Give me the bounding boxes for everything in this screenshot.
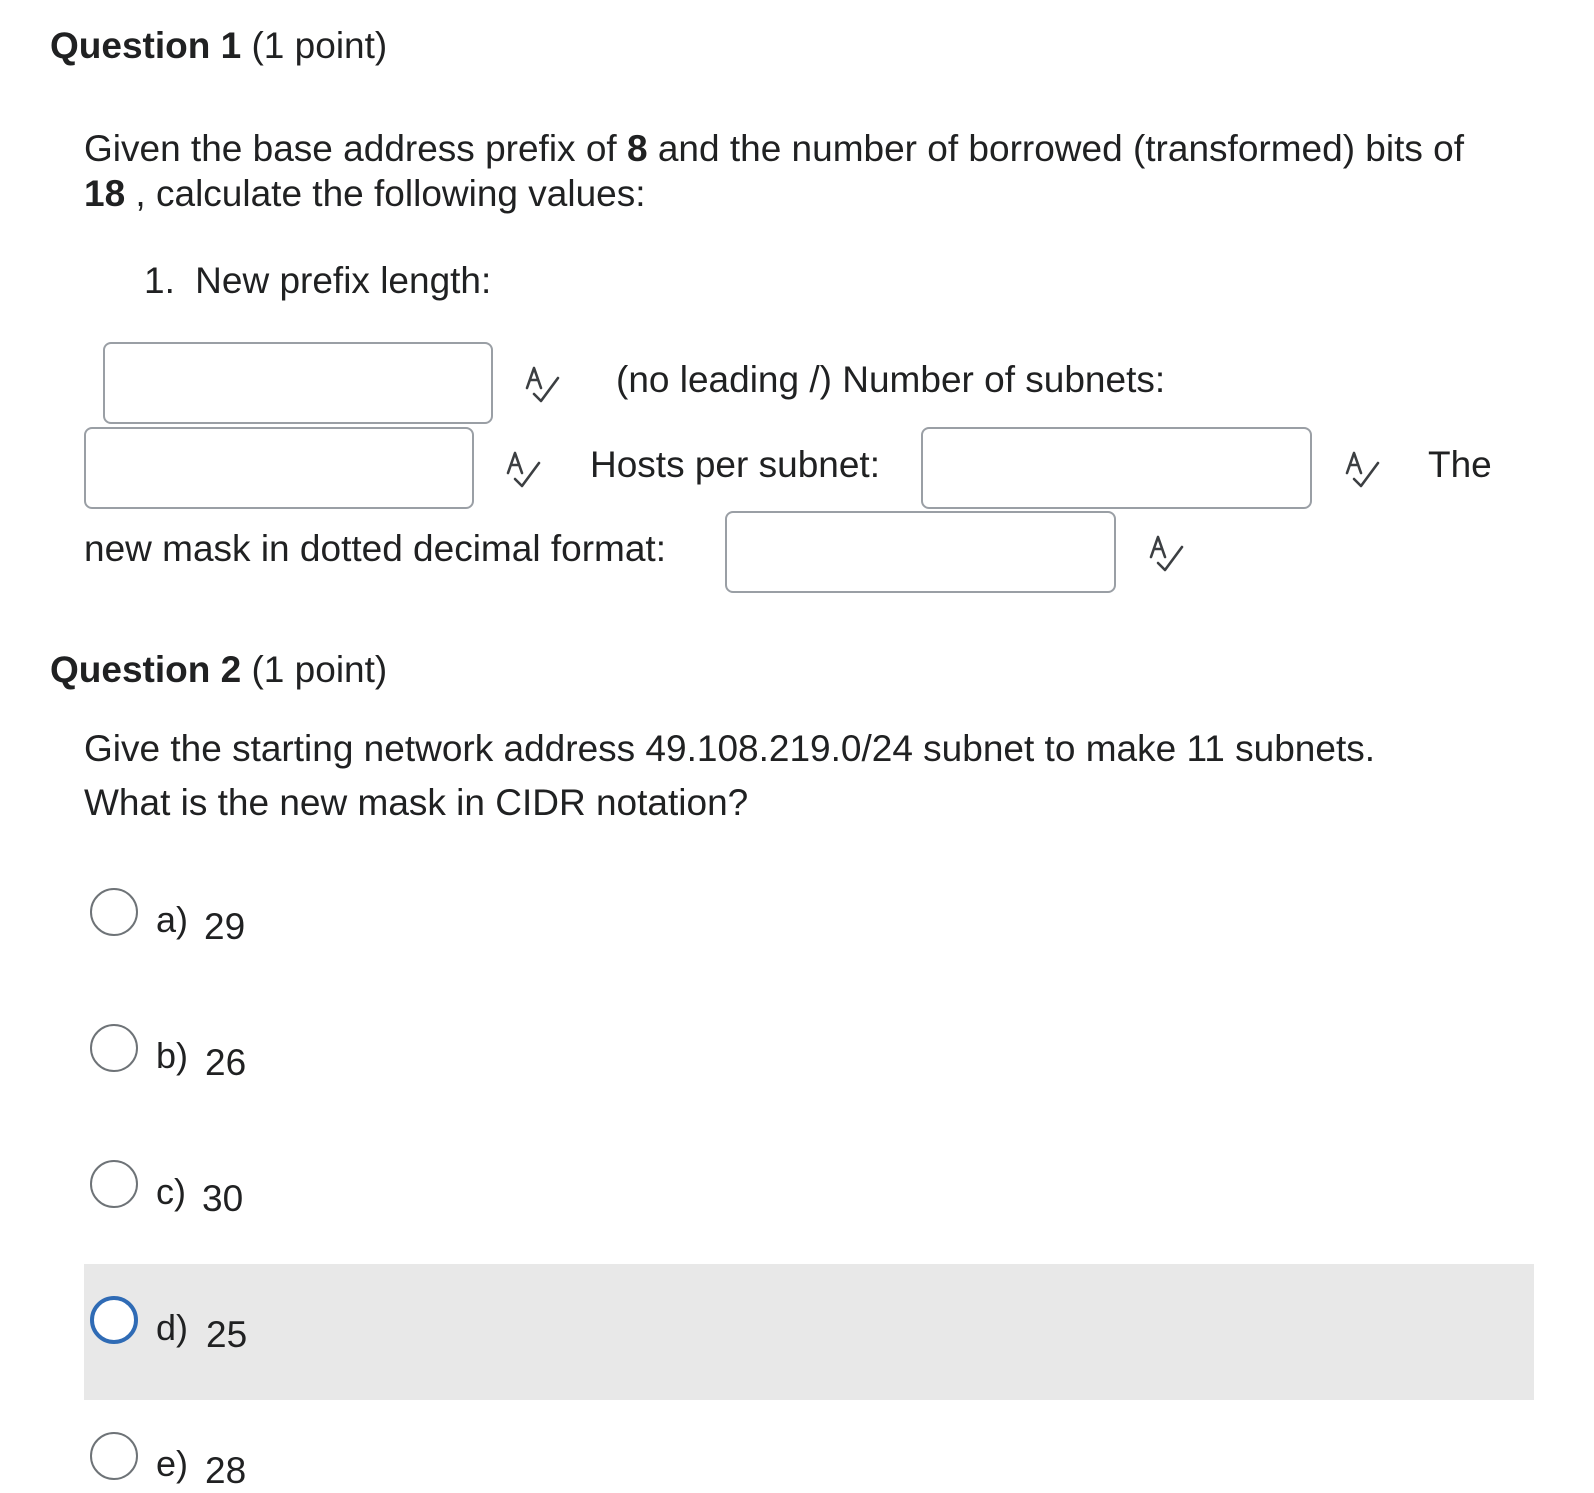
question-2-prompt-line-2: What is the new mask in CIDR notation? (84, 782, 749, 823)
no-leading-subnets-label: (no leading /) Number of subnets: (616, 359, 1166, 400)
prompt-text-part2: and the number of borrowed (transformed) bits of (647, 128, 1465, 169)
question-1-title (50, 24, 387, 68)
option-a-radio[interactable] (90, 888, 138, 936)
option-c-value: 30 (202, 1178, 244, 1219)
option-b-letter: b) (156, 1035, 189, 1076)
new-mask-dotted-input[interactable] (725, 511, 1116, 593)
prompt-text-part3: , calculate the following values: (125, 173, 646, 214)
option-e-radio[interactable] (90, 1432, 138, 1480)
option-d-letter: d) (156, 1307, 189, 1348)
spellcheck-icon[interactable] (522, 364, 562, 404)
list-item-new-prefix (144, 259, 491, 303)
question-1-points: (1 point) (251, 25, 388, 66)
question-1-label: Question 1 (50, 25, 242, 66)
list-number: 1. (144, 260, 175, 301)
option-b-value: 26 (205, 1042, 247, 1083)
question-2-title (50, 648, 387, 692)
option-e-letter: e) (156, 1443, 189, 1484)
question-2-label: Question 2 (50, 649, 242, 690)
question-1-prompt-line-1 (84, 127, 1464, 171)
question-2-prompt-line-1: Give the starting network address 49.108.219.0/24 subnet to make 11 subnets. (84, 728, 1376, 769)
new-prefix-length-input[interactable] (103, 342, 493, 424)
the-label: The (1428, 444, 1492, 485)
spellcheck-icon[interactable] (1342, 449, 1382, 489)
option-a-value: 29 (204, 906, 246, 947)
option-d-value: 25 (206, 1314, 248, 1355)
prefix-value: 8 (626, 128, 648, 169)
option-c-letter: c) (156, 1171, 186, 1212)
focused-option-highlight (84, 1264, 1534, 1400)
option-b-radio[interactable] (90, 1024, 138, 1072)
number-of-subnets-input[interactable] (84, 427, 474, 509)
new-mask-label: new mask in dotted decimal format: (84, 528, 666, 569)
prompt-text-part1: Given the base address prefix of (84, 128, 627, 169)
option-c-radio[interactable] (90, 1160, 138, 1208)
hosts-per-subnet-input[interactable] (921, 427, 1312, 509)
question-1-prompt-line-2 (84, 172, 646, 216)
option-a-letter: a) (156, 899, 189, 940)
list-item-label: New prefix length: (195, 260, 492, 301)
question-2-points: (1 point) (251, 649, 388, 690)
hosts-per-subnet-label: Hosts per subnet: (590, 444, 880, 485)
spellcheck-icon[interactable] (1146, 533, 1186, 573)
option-e-value: 28 (205, 1450, 247, 1491)
option-d-radio[interactable] (90, 1296, 138, 1344)
spellcheck-icon[interactable] (503, 449, 543, 489)
borrowed-bits-value: 18 (84, 173, 126, 214)
